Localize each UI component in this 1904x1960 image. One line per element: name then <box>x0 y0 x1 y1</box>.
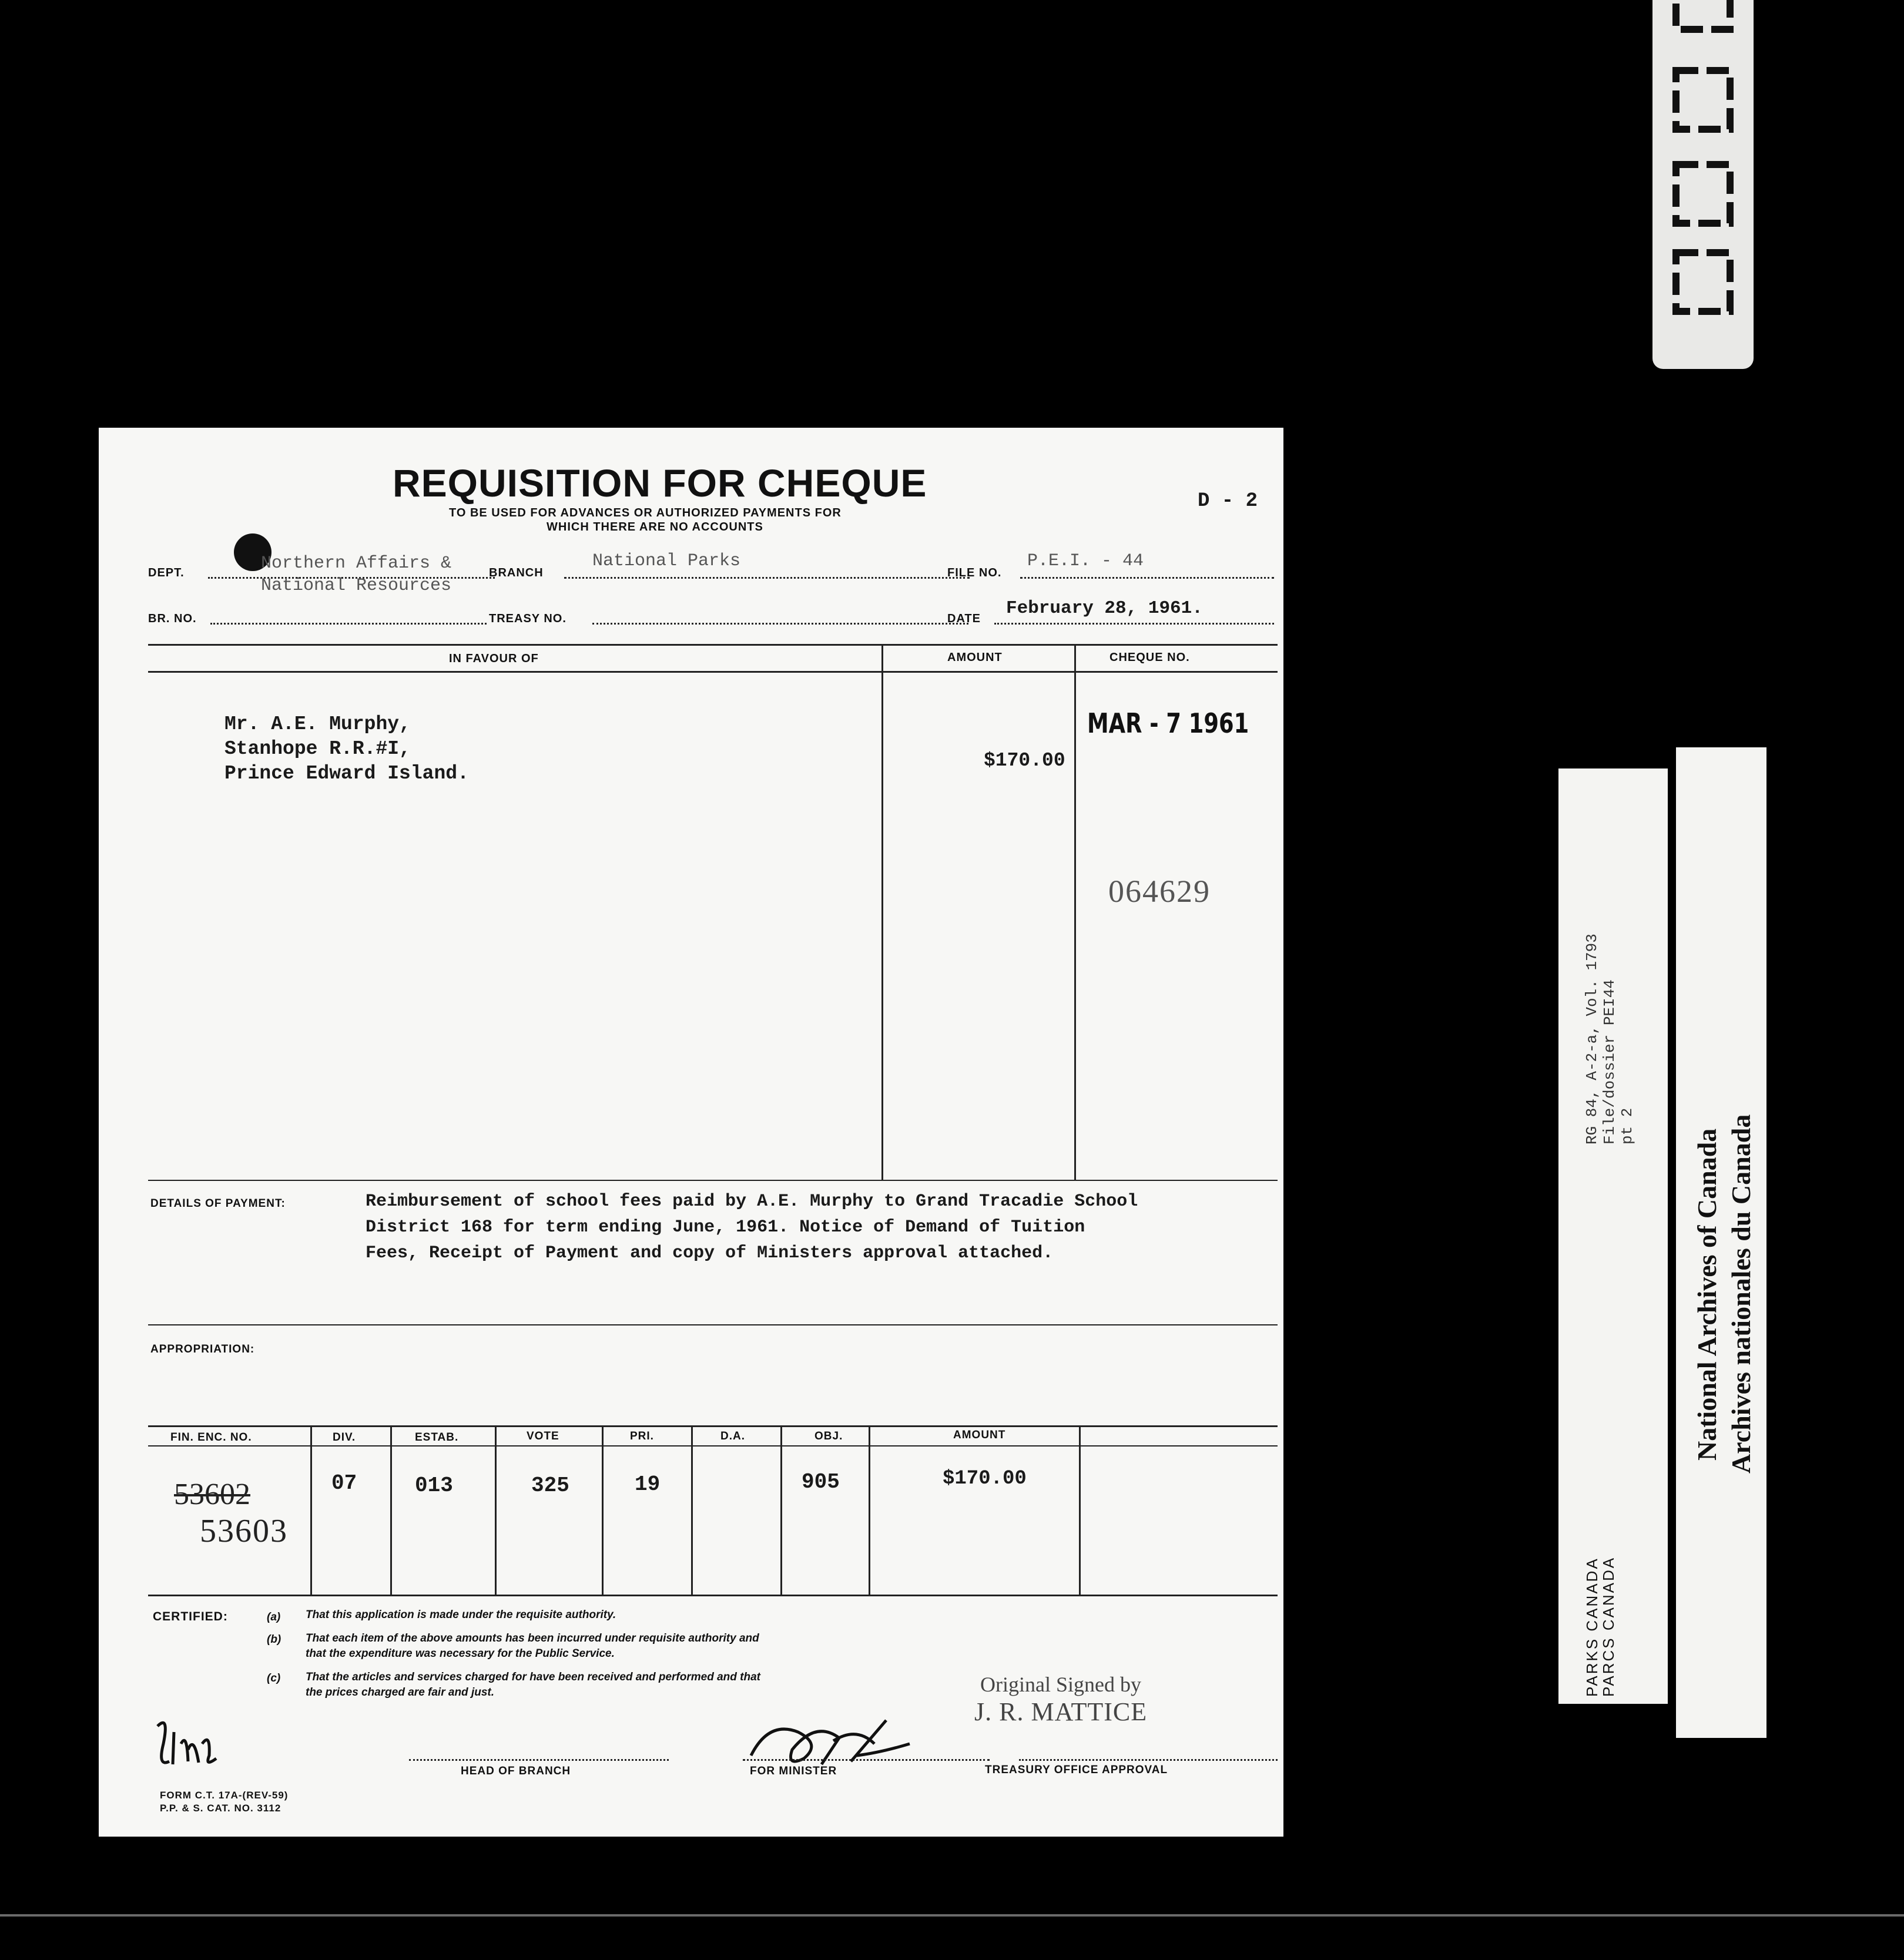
film-edge-line <box>0 1914 1904 1917</box>
col-cheque-header: CHEQUE NO. <box>1109 651 1190 664</box>
film-frame-counter <box>1652 0 1754 369</box>
frame-digits-icon <box>1652 0 1754 369</box>
appropriation-divider <box>310 1425 312 1595</box>
cert-a-text: That this application is made under the requisite authority. <box>306 1609 616 1621</box>
national-archives-card <box>1676 747 1766 1738</box>
col-amount-header: AMOUNT <box>953 1429 1006 1441</box>
archive-ref-line-3: pt 2 <box>1618 1107 1636 1145</box>
payee-line-2: Stanhope R.R.#I, <box>224 738 411 760</box>
head-of-branch-line <box>409 1759 669 1761</box>
parks-canada-label: PARKS CANADA <box>1583 1557 1601 1697</box>
cert-c-text-2: the prices charged are fair and just. <box>306 1686 494 1699</box>
div-value: 07 <box>331 1471 357 1495</box>
file-no-label: FILE NO. <box>947 566 1002 579</box>
date-stamp: MAR - 7 1961 <box>1087 707 1249 739</box>
col-fin-enc-header: FIN. ENC. NO. <box>170 1431 252 1444</box>
col-estab-header: ESTAB. <box>415 1431 459 1444</box>
obj-value: 905 <box>802 1470 840 1494</box>
minister-signature <box>733 1709 921 1773</box>
payee-line-1: Mr. A.E. Murphy, <box>224 713 411 735</box>
form-title: REQUISITION FOR CHEQUE <box>393 461 927 505</box>
branch-line <box>564 577 970 579</box>
details-bottom-rule <box>148 1324 1278 1325</box>
appropriation-top-rule <box>148 1425 1278 1427</box>
head-of-branch-caption: HEAD OF BRANCH <box>461 1765 571 1777</box>
payee-table-top-rule <box>148 644 1278 646</box>
date-label: DATE <box>947 612 981 625</box>
appropriation-divider <box>1079 1425 1081 1595</box>
archives-name-english: National Archives of Canada <box>1692 1128 1722 1461</box>
col-da-header: D.A. <box>720 1430 745 1442</box>
details-line-2: District 168 for term ending June, 1961. Notice of Demand of Tuition <box>366 1217 1085 1237</box>
for-minister-caption: FOR MINISTER <box>750 1765 837 1777</box>
branch-label: BRANCH <box>489 566 544 579</box>
appropriation-divider <box>390 1425 392 1595</box>
details-label: DETAILS OF PAYMENT: <box>150 1197 286 1210</box>
col-favour-header: IN FAVOUR OF <box>449 652 539 665</box>
cert-b-mark: (b) <box>267 1633 281 1646</box>
cert-c-mark: (c) <box>267 1672 281 1684</box>
payee-line-3: Prince Edward Island. <box>224 763 469 784</box>
treasury-office-line <box>1019 1759 1278 1761</box>
cert-b-text-2: that the expenditure was necessary for the Public Service. <box>306 1647 615 1660</box>
estab-value: 013 <box>415 1474 453 1498</box>
signer-name-stamp: J. R. MATTICE <box>974 1697 1148 1726</box>
col-div-header: DIV. <box>333 1431 356 1444</box>
appropriation-divider <box>495 1425 497 1595</box>
date-value: February 28, 1961. <box>1006 598 1203 619</box>
col-amount-header: AMOUNT <box>947 651 1003 664</box>
parcs-canada-label: PARCS CANADA <box>1600 1556 1617 1697</box>
branch-value: National Parks <box>592 551 741 571</box>
dept-value-2: National Resources <box>261 576 452 596</box>
archive-ref-line-2: File/dossier PEI44 <box>1601 979 1618 1145</box>
file-no-value: P.E.I. - 44 <box>1027 551 1144 571</box>
appropriation-amount-value: $170.00 <box>943 1468 1027 1490</box>
for-minister-line <box>743 1759 990 1761</box>
fin-enc-struck-value: 53602 <box>174 1478 250 1511</box>
br-no-line <box>210 623 487 625</box>
br-no-label: BR. NO. <box>148 612 197 625</box>
appropriation-bottom-rule <box>148 1595 1278 1596</box>
appropriation-label: APPROPRIATION: <box>150 1343 255 1355</box>
form-number: FORM C.T. 17A-(REV-59) <box>160 1790 289 1801</box>
file-no-line <box>1020 577 1274 579</box>
pri-value: 19 <box>635 1472 661 1496</box>
date-line <box>994 623 1274 625</box>
payee-table-header-rule <box>148 671 1278 673</box>
details-line-3: Fees, Receipt of Payment and copy of Ministers approval attached. <box>366 1243 1054 1263</box>
payee-amount: $170.00 <box>984 750 1065 771</box>
dept-label: DEPT. <box>148 566 185 579</box>
appropriation-divider <box>869 1425 870 1595</box>
initials-signature <box>146 1709 240 1779</box>
form-subtitle-1: TO BE USED FOR ADVANCES OR AUTHORIZED PAYMENTS FOR <box>449 506 842 519</box>
appropriation-divider <box>691 1425 693 1595</box>
cheque-number-stamp: 064629 <box>1108 874 1211 909</box>
fin-enc-handwritten-value: 53603 <box>200 1513 288 1549</box>
cert-a-mark: (a) <box>267 1611 281 1623</box>
cert-b-text-1: That each item of the above amounts has been incurred under requisite authority and <box>306 1632 759 1644</box>
appropriation-divider <box>780 1425 782 1595</box>
original-signed-stamp: Original Signed by <box>980 1673 1141 1696</box>
treasy-no-label: TREASY NO. <box>489 612 566 625</box>
corner-code: D - 2 <box>1198 490 1258 512</box>
details-line-1: Reimbursement of school fees paid by A.E. Murphy to Grand Tracadie School <box>366 1192 1138 1211</box>
col-pri-header: PRI. <box>630 1430 654 1442</box>
dept-value-1: Northern Affairs & <box>261 553 452 573</box>
payee-table-divider-2 <box>1074 644 1076 1180</box>
appropriation-header-rule <box>148 1445 1278 1446</box>
payee-table-divider-1 <box>881 644 883 1180</box>
appropriation-divider <box>602 1425 604 1595</box>
archive-ref-line-1: RG 84, A-2-a, Vol. 1793 <box>1583 934 1601 1145</box>
catalogue-number: P.P. & S. CAT. NO. 3112 <box>160 1803 281 1814</box>
cert-c-text-1: That the articles and services charged for have been received and performed and that <box>306 1671 760 1683</box>
archives-name-french: Archives nationales du Canada <box>1726 1114 1756 1474</box>
col-obj-header: OBJ. <box>814 1430 843 1442</box>
col-vote-header: VOTE <box>527 1430 559 1442</box>
treasury-office-caption: TREASURY OFFICE APPROVAL <box>985 1764 1168 1776</box>
requisition-form <box>99 428 1283 1837</box>
treasy-no-line <box>592 623 968 625</box>
payee-table-bottom-rule <box>148 1180 1278 1181</box>
certified-label: CERTIFIED: <box>153 1610 228 1623</box>
form-subtitle-2: WHICH THERE ARE NO ACCOUNTS <box>547 521 763 533</box>
vote-value: 325 <box>531 1474 569 1498</box>
archive-reference-card <box>1558 768 1668 1704</box>
